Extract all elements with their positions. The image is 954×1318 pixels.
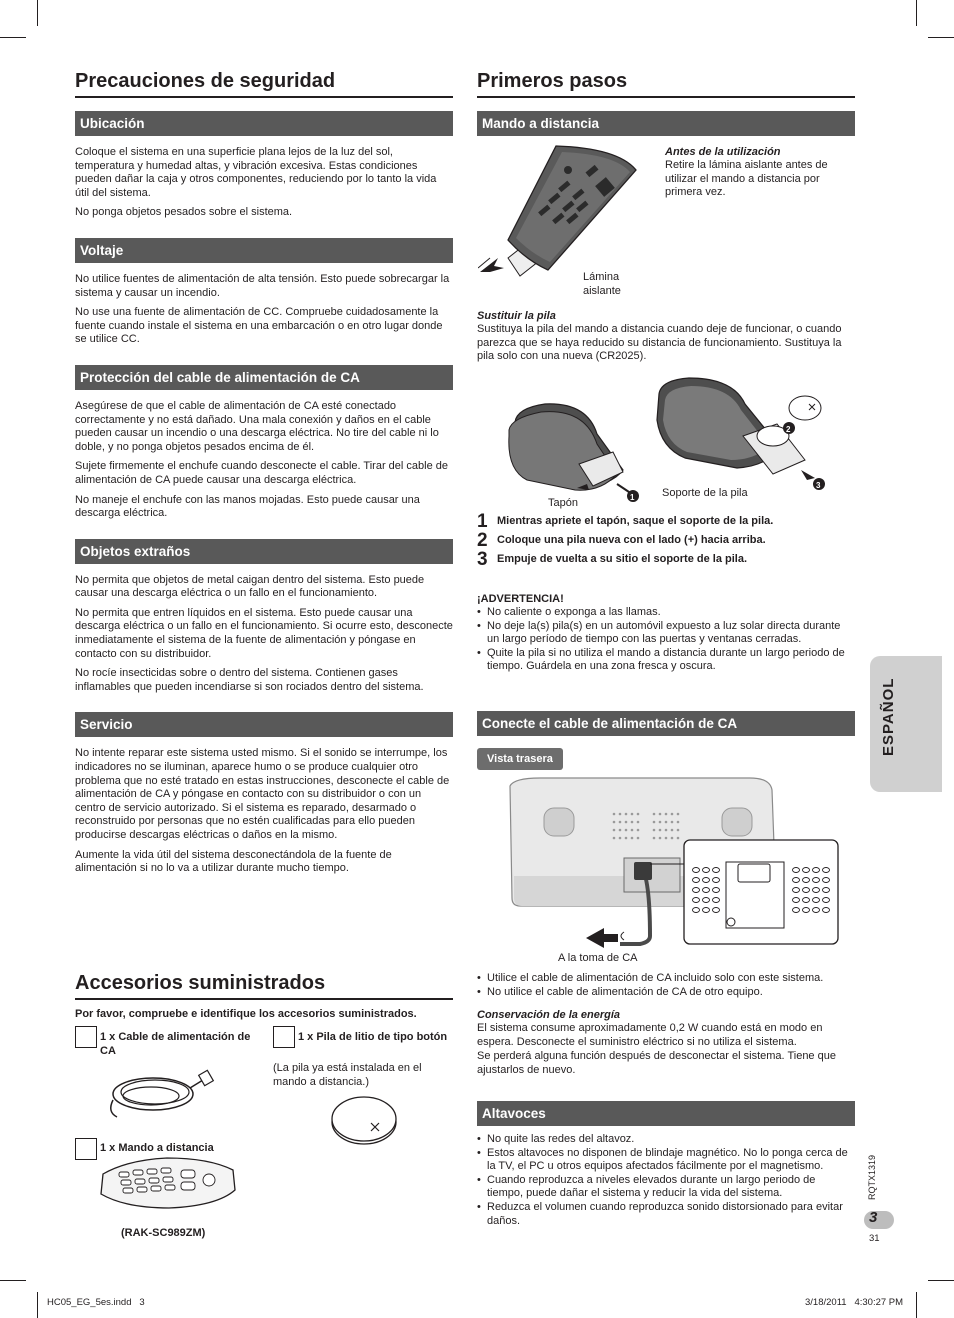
crop-mark: [928, 1280, 954, 1281]
section-altavoces: [477, 1088, 855, 1136]
section-heading: Objetos extraños: [75, 539, 453, 564]
soporte-label: Soporte de la pila: [662, 487, 748, 499]
section-heading: Protección del cable de alimentación de CA: [75, 365, 453, 390]
paragraph: No intente reparar este sistema usted mismo. Si el sonido se interrumpe, los indicadores no se iluminan, aparece humo o se produce cualquier otro problema que no esté tratado en estas instrucciones, desconecte el cable de alimentación de CA y póngase en contacto con su distribuidor o con un centro de servicio autorizado. Si el sistema es reparado, desarmado o reconstruido por personas que no estén cualificadas para ello pueden producirse descargas eléctricas o daños en la mismo.: [75, 747, 450, 841]
paragraph: No maneje el enchufe con las manos mojadas. Esto puede causar una descarga eléctrica.: [75, 493, 420, 520]
paragraph: No use una fuente de alimentación de CC. Compruebe cuidadosamente la fuente cuando instale el sistema en una embarcación o en otro lugar donde se utilice CC.: [75, 306, 443, 346]
outlet-label: A la toma de CA: [558, 952, 638, 964]
battery-note: (La pila ya está instalada en el mando a distancia.): [273, 1062, 422, 1088]
accessories-section: [75, 970, 453, 1250]
paragraph: Sujete firmemente el enchufe cuando desconecte el cable. Tirar del cable de alimentación de CA puede causar una descarga eléctrica.: [75, 460, 449, 486]
page-total: 31: [869, 1233, 880, 1244]
crop-mark: [0, 37, 26, 38]
energy-text: El sistema consume aproximadamente 0,2 W cuando está en modo en espera. Desconecte el suministro eléctrico si no utiliza el sistema.: [477, 1022, 823, 1048]
section-servicio: [75, 712, 453, 875]
paragraph: No permita que objetos de metal caigan dentro del sistema. Esto puede causar una descarga eléctrica o un fallo en el funcionamiento.: [75, 573, 425, 600]
crop-mark: [916, 0, 917, 26]
page-title-precauciones: Precauciones de seguridad: [75, 68, 453, 98]
replace-battery-title: Sustituir la pila: [477, 310, 556, 322]
list-item: • Utilice el cable de alimentación de CA incluido solo con este sistema.: [477, 972, 855, 986]
svg-text:2: 2: [786, 425, 791, 434]
rear-view-illustration: [500, 776, 840, 948]
paragraph: No ponga objetos pesados sobre el sistema.: [75, 206, 293, 219]
accessories-title: Accesorios suministrados: [75, 970, 453, 1000]
list-item: • Estos altavoces no disponen de blindaje magnético. No lo ponga cerca de la TV, el PC u otros equipos afectados fácilmente por el magnetismo.: [477, 1147, 852, 1174]
step-2: 2 Coloque una pila nueva con el lado (+) hacia arriba.: [477, 530, 766, 551]
rear-view-label: Vista trasera: [477, 748, 563, 770]
tapon-label: Tapón: [548, 497, 578, 509]
page-number: 3: [869, 1209, 878, 1226]
crop-mark: [0, 1280, 26, 1281]
energy-text-2: Se perderá alguna función después de desconectar el sistema. Tiene que ajustarlos de nuevo.: [477, 1050, 836, 1076]
remote-insulation-illustration: [478, 140, 642, 285]
accessories-intro: Por favor, compruebe e identifique los accesorios suministrados.: [75, 1008, 417, 1020]
language-tab-label: ESPAÑOL: [880, 677, 897, 756]
steps-list: [477, 511, 855, 570]
section-objetos-extranos: [75, 539, 453, 695]
doc-code: RQTX1319: [867, 1154, 877, 1200]
paragraph: No utilice fuentes de alimentación de alta tensión. Esto puede sobrecargar la sistema y causar un incendio.: [75, 272, 450, 299]
paragraph: Coloque el sistema en una superficie plana lejos de la luz del sol, temperatura y humedad altas, y vibración excesiva. Estas condiciones pueden dañar la caja y otros componentes, reduciendo por lo tanto la vida útil del sistema.: [75, 146, 437, 199]
section-heading: Altavoces: [477, 1101, 855, 1126]
section-proteccion-cable: [75, 365, 453, 521]
paragraph: Asegúrese de que el cable de alimentación de CA esté conectado correctamente y no está dañado. Una mala conexión y daños en el cable pueden causar un incendio o una descarga eléctrica. No tire del cable ni lo doble, y no ponga objetos pesados encima de él.: [75, 399, 439, 453]
replace-battery-text: Sustituya la pila del mando a distancia cuando deje de funcionar, o cuando parezca que se haya reducido su distancia de funcionamiento. Sustituya la pila solo con una nueva (CR2025).: [477, 323, 842, 363]
left-column: [75, 68, 453, 882]
paragraph: Aumente la vida útil del sistema desconectándola de la fuente de alimentación si no lo va a utilizar durante mucho tiempo.: [75, 848, 392, 875]
ac-bullets: [477, 972, 855, 999]
warning-title: ¡ADVERTENCIA!: [477, 593, 564, 605]
section-heading: Conecte el cable de alimentación de CA: [477, 711, 855, 736]
remote-illustration: [97, 1156, 239, 1212]
svg-text:1: 1: [630, 493, 635, 502]
lamina-label: Lámina aislante: [583, 271, 621, 297]
remote-model: (RAK-SC989ZM): [121, 1227, 206, 1239]
crop-mark: [928, 37, 954, 38]
list-item: • No deje la(s) pila(s) en un automóvil expuesto a luz solar directa durante un largo período de tiempo con las puertas y ventanas cerradas.: [477, 620, 852, 647]
list-item: • Quite la pila si no utiliza el mando a distancia durante un largo periodo de tiempo. Guárdela en una zona fresca y oscura.: [477, 647, 852, 674]
section-ac-cable: [477, 698, 855, 746]
list-item: • No utilice el cable de alimentación de CA de otro equipo.: [477, 986, 855, 1000]
battery-label: 1 x Pila de litio de tipo botón: [298, 1031, 448, 1043]
footer-date: 3/18/2011 4:30:27 PM: [805, 1297, 904, 1308]
paragraph: No rocíe insecticidas sobre o dentro del sistema. Contienen gases inflamables que pueden incendiarse si son rociados dentro del sistema.: [75, 667, 424, 693]
section-voltaje: [75, 238, 453, 347]
section-heading: Ubicación: [75, 111, 453, 136]
footer-file: HC05_EG_5es.indd 3: [47, 1297, 145, 1308]
checkbox-remote[interactable]: [75, 1138, 97, 1160]
section-ubicacion: [75, 111, 453, 220]
step-1: 1 Mientras apriete el tapón, saque el soporte de la pila.: [477, 511, 774, 532]
list-item: • Reduzca el volumen cuando reproduzca sonido distorsionado para evitar daños.: [477, 1201, 852, 1228]
list-item: • No quite las redes del altavoz.: [477, 1133, 852, 1147]
remote-label: 1 x Mando a distancia: [100, 1142, 214, 1154]
coin-battery-illustration: [329, 1092, 399, 1146]
checkbox-cable[interactable]: [75, 1026, 97, 1048]
before-use-title: Antes de la utilización: [665, 146, 781, 158]
right-column: [477, 68, 855, 146]
section-heading: Servicio: [75, 712, 453, 737]
warning-list: [477, 606, 852, 674]
rear-view-tag: [477, 748, 563, 770]
section-heading-mando: Mando a distancia: [477, 111, 855, 136]
paragraph: No permita que entren líquidos en el sistema. Esto puede causar una descarga eléctrica o un fallo en el funcionamiento. Si ocurre esto, desconecte inmediatamente el sistema de la fuente de alimentación y póngase en contacto con su distribuidor.: [75, 606, 453, 660]
checkbox-battery[interactable]: [273, 1026, 295, 1048]
before-use-text: Retire la lámina aislante antes de utilizar el mando a distancia por primera vez.: [665, 159, 828, 199]
crop-mark: [37, 1292, 38, 1318]
power-cable-illustration: [105, 1062, 215, 1120]
list-item: • Cuando reproduzca a niveles elevados durante un largo periodo de tiempo, puede dañar el sistema y reducir la vida del sistema.: [477, 1174, 852, 1201]
list-item: • No caliente o exponga a las llamas.: [477, 606, 852, 620]
energy-title: Conservación de la energía: [477, 1009, 621, 1021]
step-3: 3 Empuje de vuelta a su sitio el soporte de la pila.: [477, 549, 748, 570]
language-tab: [870, 656, 942, 792]
crop-mark: [37, 0, 38, 26]
crop-mark: [916, 1292, 917, 1318]
cable-label: 1 x Cable de alimentación de CA: [100, 1031, 251, 1057]
page-title-primeros-pasos: Primeros pasos: [477, 68, 855, 98]
speaker-bullets: [477, 1133, 852, 1228]
svg-text:3: 3: [816, 481, 821, 490]
section-heading: Voltaje: [75, 238, 453, 263]
